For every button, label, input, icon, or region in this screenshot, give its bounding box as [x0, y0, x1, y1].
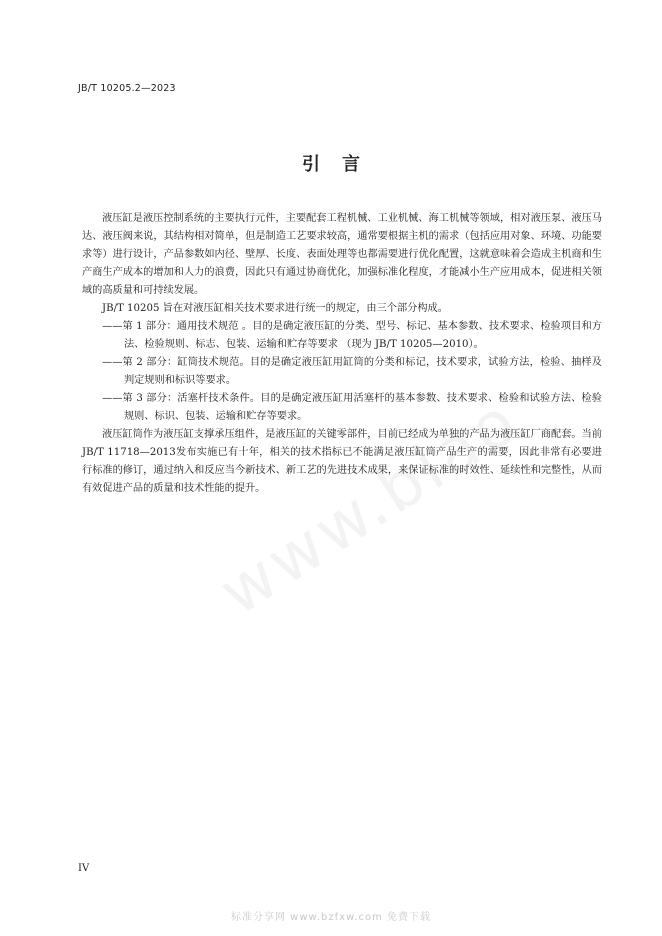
document-code: JB/T 10205.2—2023 — [78, 83, 176, 94]
part-3-item: ——第 3 部分：活塞杆技术条件。目的是确定液压缸用活塞杆的基本参数、技术要求、检验和试验方法、检验规则、标识、包装、运输和贮存等要求。 — [102, 393, 602, 422]
intro-paragraph: 液压缸是液压控制系统的主要执行元件，主要配套工程机械、工业机械、海工机械等领域，相对液压泵、液压马达、液压阀来说，其结构相对简单，但是制造工艺要求较高，通常要根据主机的需求（包括应用对象、环境、功能要求等）进行设计，产品参数如内径、壁厚、长度、表面处理等也都需要进行优化配置，这就意味着会造成主机商和生产商生产成本的增加和人力的浪费，因此只有通过协商优化，加强标准化程度，才能减小生产应用成本，促进相关领域的高质量和可持续发展。 — [82, 213, 602, 296]
footer-watermark: 标准分享网 www.bzfxw.com 免费下载 — [231, 912, 431, 923]
body-content — [82, 210, 602, 498]
part-1-item: ——第 1 部分：通用技术规范 。目的是确定液压缸的分类、型号、标记、基本参数、技术要求、检验项目和方法、检验规则、标志、包装、运输和贮存等要求 （现为 JB/T 10205—2010）。 — [102, 321, 602, 350]
page-title: 引言 — [302, 154, 382, 175]
cylinder-tube-paragraph: 液压缸筒作为液压缸支撑承压组件，是液压缸的关键零部件，目前已经成为单独的产品为液压缸厂商配套。当前JB/T 11718—2013发布实施已有十年，相关的技术指标已不能满足液压缸筒产品生产的需要，因此非常有必要进行标准的修订，通过纳入和反应当今新技术、新工艺的先进技术成果，来保证标准的时效性、延续性和完整性，从而有效促进产品的质量和技术性能的提升。 — [82, 429, 602, 494]
page-number: IV — [78, 863, 90, 874]
part-2-item: ——第 2 部分：缸筒技术规范。目的是确定液压缸用缸筒的分类和标记，技术要求，试验方法，检验、抽样及判定规则和标识等要求。 — [102, 357, 602, 386]
parts-intro-paragraph: JB/T 10205 旨在对液压缸相关技术要求进行统一的规定，由三个部分构成。 — [102, 303, 448, 314]
